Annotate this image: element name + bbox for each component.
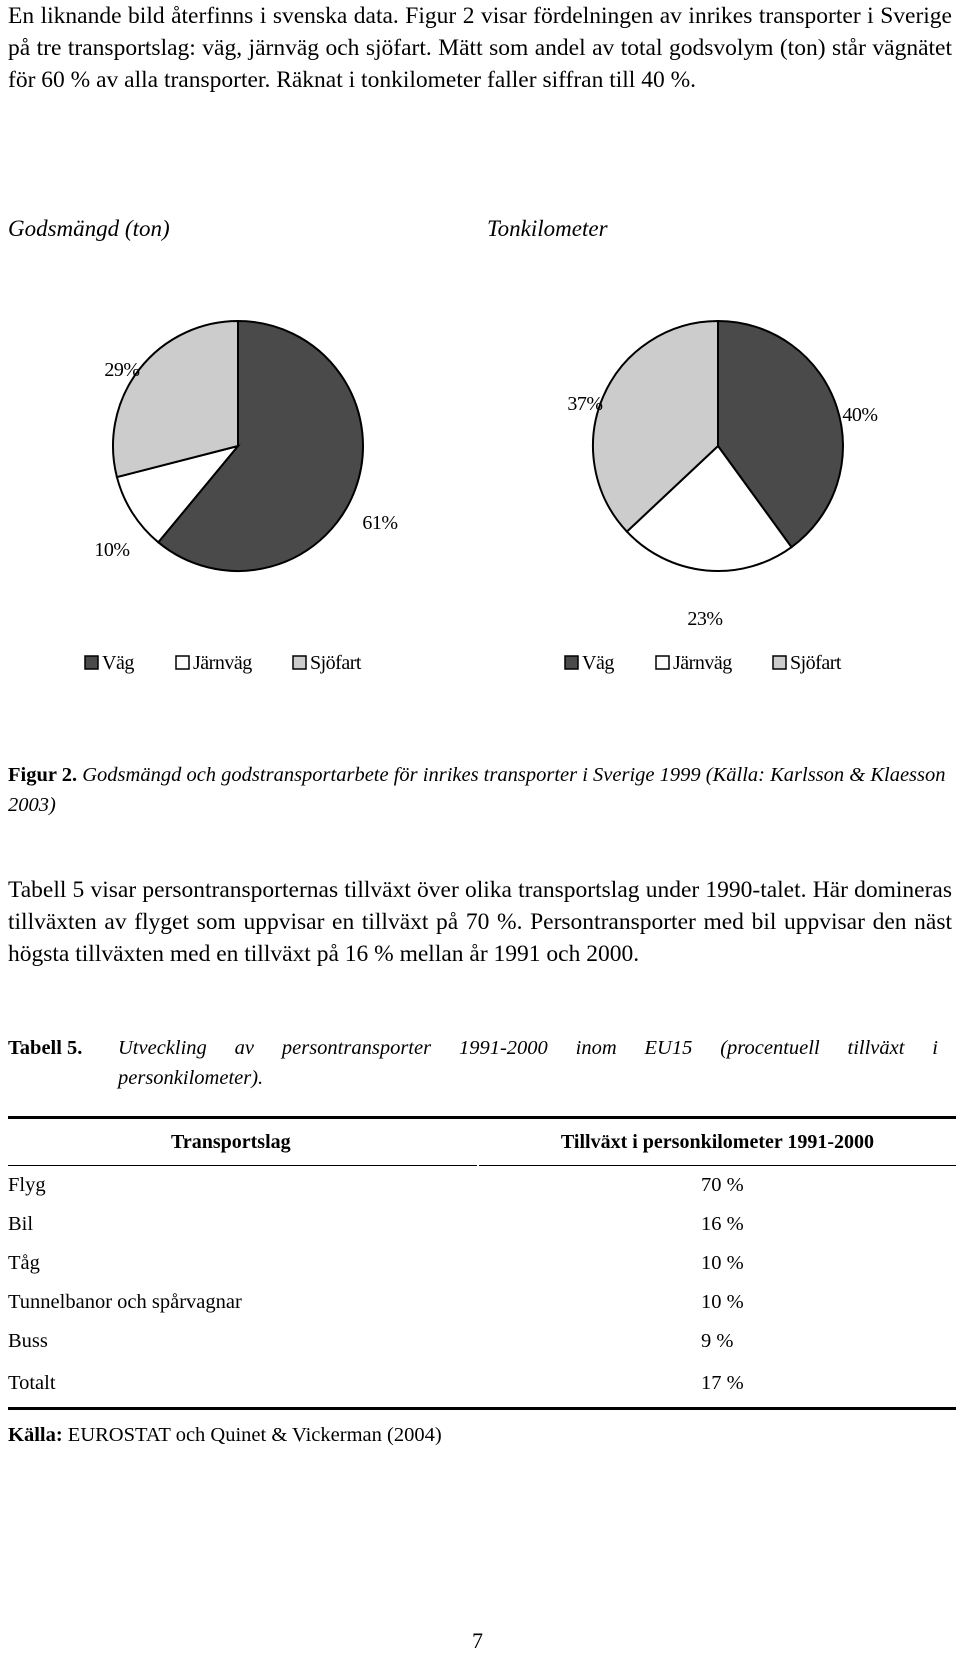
legend-swatch-vag (565, 656, 578, 669)
legend-swatch-sjofart (773, 656, 786, 669)
pie-charts (0, 300, 960, 720)
table-caption-label: Tabell 5. (8, 1037, 83, 1059)
table-cell-mode: Buss (8, 1330, 48, 1352)
figure-caption (8, 760, 952, 820)
pie-label-sjofart: 29% (104, 359, 140, 381)
legend-swatch-vag (85, 656, 98, 669)
table-cell-growth: 10 % (701, 1252, 744, 1274)
chart-title-godsmangd: Godsmängd (ton) (8, 216, 170, 241)
table-cell-mode: Tåg (8, 1252, 40, 1274)
table-caption (8, 1033, 952, 1093)
table-row (8, 1322, 956, 1361)
table-cell-mode: Tunnelbanor och spårvagnar (8, 1291, 242, 1313)
table-cell-growth: 9 % (701, 1330, 734, 1352)
legend-label-sjofart: Sjöfart (790, 652, 841, 674)
legend-godsmangd (85, 652, 362, 674)
figure-caption-label: Figur 2. (8, 764, 78, 786)
intro-paragraph: En liknande bild återfinns i svenska data. Figur 2 visar fördelningen av inrikes transporter i Sverige på tre transportslag: väg, järnväg och sjöfart. Mätt som andel av total godsvolym (ton) står vägnätet för 60 % av alla transporter. Räknat i tonkilometer faller siffran till 40 %. (8, 3, 952, 93)
figure-caption-text: Godsmängd och godstransportarbete för inrikes transporter i Sverige 1999 (Källa: Karlsson & Klaesson 2003) (8, 764, 946, 816)
legend-swatch-sjofart (293, 656, 306, 669)
pie-label-jarnvag: 10% (94, 539, 130, 561)
chart-title-tonkilometer: Tonkilometer (487, 216, 608, 241)
pie-label-sjofart: 37% (567, 393, 603, 415)
table-paragraph: Tabell 5 visar persontransporternas tillväxt över olika transportslag under 1990-talet. Här domineras tillväxten av flyget som uppvisar en tillväxt på 70 %. Persontransporter med bil uppvisar den näst högsta tillväxten med en tillväxt på 16 % mellan år 1991 och 2000. (8, 877, 952, 967)
table-header-row (8, 1118, 956, 1166)
legend-swatch-jarnvag (176, 656, 189, 669)
column-header-tillvaxt: Tillväxt i personkilometer 1991-2000 (478, 1118, 956, 1166)
legend-swatch-jarnvag (656, 656, 669, 669)
growth-table (8, 1116, 956, 1410)
table-row (8, 1244, 956, 1283)
pie-chart-tonkilometer (567, 321, 877, 630)
table-cell-growth: 16 % (701, 1213, 744, 1235)
table-row (8, 1205, 956, 1244)
legend-label-jarnvag: Järnväg (673, 652, 732, 674)
table-cell-growth: 17 % (478, 1361, 956, 1409)
source-label: Källa: (8, 1424, 63, 1446)
table-row (8, 1166, 956, 1206)
source-note (8, 1424, 442, 1447)
table-caption-text: Utveckling av persontransporter 1991-2000 inom EU15 (procentuell tillväxt i personkilometer). (118, 1037, 938, 1089)
source-text: EUROSTAT och Quinet & Vickerman (2004) (67, 1424, 442, 1446)
table-cell-mode: Bil (8, 1213, 34, 1235)
page-number: 7 (472, 1628, 483, 1653)
legend-label-sjofart: Sjöfart (310, 652, 361, 674)
column-header-transportslag: Transportslag (8, 1118, 478, 1166)
legend-label-vag: Väg (102, 652, 134, 674)
pie-label-vag: 40% (842, 404, 878, 426)
table-row (8, 1283, 956, 1322)
pie-chart-godsmangd (94, 321, 397, 571)
legend-tonkilometer (565, 652, 842, 674)
pie-label-jarnvag: 23% (687, 608, 723, 630)
table-cell-mode: Totalt (8, 1361, 478, 1409)
pie-label-vag: 61% (362, 512, 398, 534)
table-row-total (8, 1361, 956, 1409)
legend-label-jarnvag: Järnväg (193, 652, 252, 674)
table-cell-growth: 10 % (701, 1291, 744, 1313)
legend-label-vag: Väg (582, 652, 614, 674)
table-cell-mode: Flyg (8, 1174, 46, 1196)
table-cell-growth: 70 % (701, 1174, 744, 1196)
